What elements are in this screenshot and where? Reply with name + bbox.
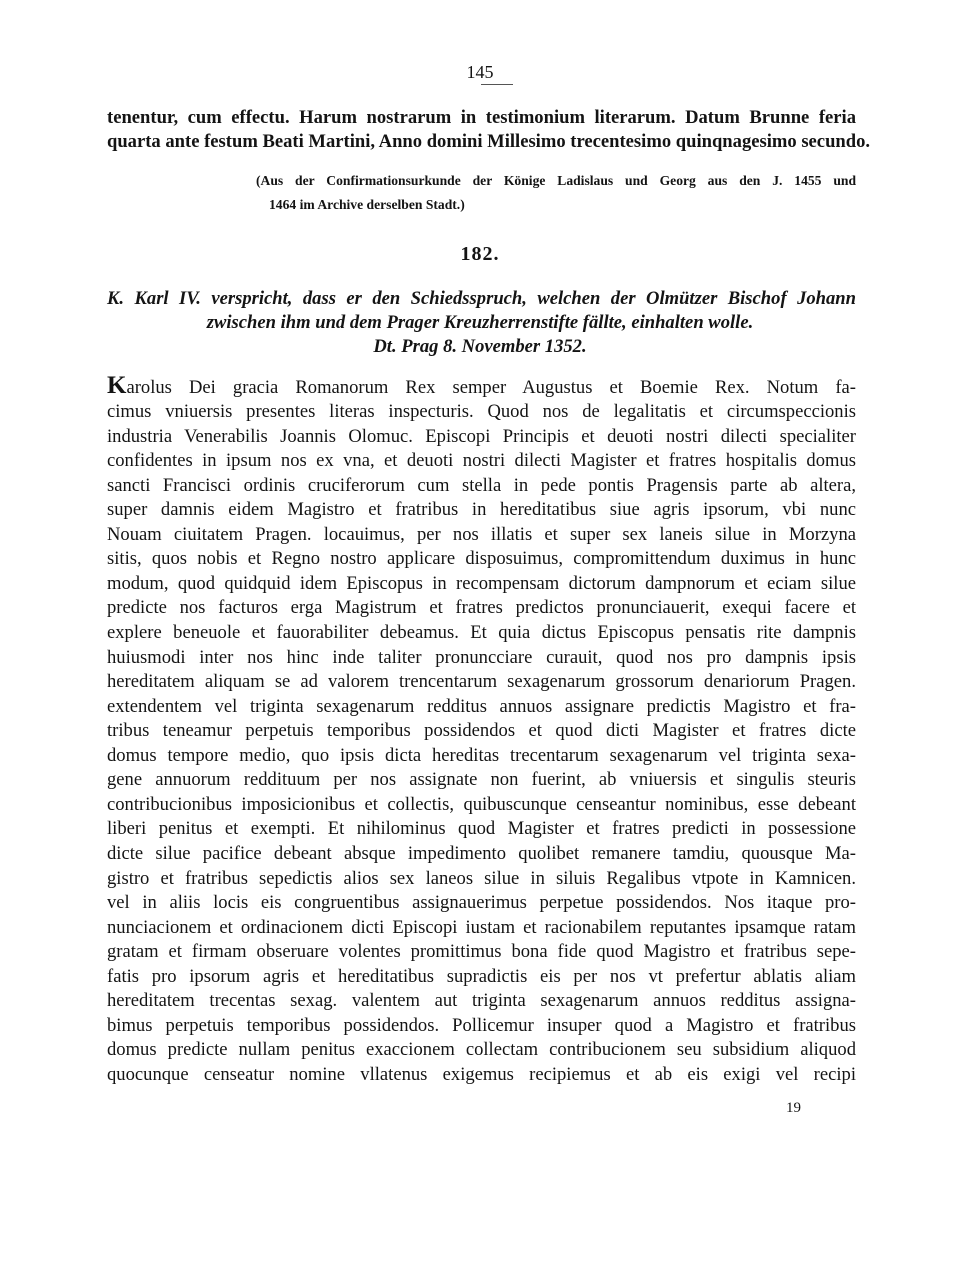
text-line: domus tempore medio, quo ipsis dicta hereditas trecentarum sexagenarum vel triginta sexa- <box>107 744 856 766</box>
text-line: gistro et fratribus sepedictis alios sex laneos silue in siluis Regalibus vtpote in Kamnicen. <box>107 867 856 889</box>
text-line: contribucionibus imposicionibus et collectis, quibuscunque censeantur nominibus, esse debeant <box>107 793 856 815</box>
text-line: fatis pro ipsorum agris et hereditatibus supradictis eis per nos vt prefertur ablatis aliam <box>107 965 856 987</box>
text-line: quocunque censeatur nomine vllatenus exigemus recipiemus et ab eis exigi vel recipi <box>107 1063 856 1085</box>
text-line: dicte silue pacifice debeant absque impedimento quolibet remanere tamdiu, quousque Ma- <box>107 842 856 864</box>
document-number: 182. <box>460 243 500 265</box>
initial-letter: K <box>107 372 127 399</box>
regest-line: zwischen ihm und dem Prager Kreuzherrenstifte fällte, einhalten wolle. <box>206 312 754 333</box>
text-first-line <box>107 372 856 400</box>
text-line: confidentes in ipsum nos ex vna, et deuoti nostri dilecti Magister et fratres hospitalis domus <box>107 450 856 472</box>
text-line: huiusmodi inter nos hinc inde taliter pronuncciare curauit, quod nos pro dampnis ipsis <box>107 646 856 668</box>
prev-doc-line: tenentur, cum effectu. Harum nostrarum in testimonium literarum. Datum Brunne feria <box>107 107 856 128</box>
text-line: industria Venerabilis Joannis Olomuc. Episcopi Principis et deuoti nostri dilecti specialiter <box>107 425 856 447</box>
text-line: vel in aliis locis eis congruentibus assignauerimus perpetue possidendos. Nos itaque pro- <box>107 892 856 913</box>
regest-date: Dt. Prag 8. November 1352. <box>373 336 587 357</box>
text-line: tribus teneamur perpetuis temporibus possidendos et quod dicti Magister et fratres dicte <box>107 720 856 742</box>
text-line: nunciacionem et ordinacionem dicti Episcopi iustam et racionabilem reputantes ipsamque ratam <box>107 916 856 938</box>
text-line: sancti Francisci ordinis cruciferorum cum stella in pede pontis Pragensis parte ab altera, <box>107 474 856 496</box>
source-note-line: (Aus der Confirmationsurkunde der Könige Ladislaus und Georg aus den J. 1455 und <box>256 173 856 188</box>
text-line: extendentem vel triginta sexagenarum redditus annuos assignare predictis Magistro et fra- <box>107 695 856 717</box>
text-line: liberi penitus et exempti. Et nihilominus quod Magister et fratres predicti in possessione <box>107 818 856 840</box>
text-line: explere beneuole et fauorabiliter debeamus. Et quia dictus Episcopus pensatis rite dampnis <box>107 622 856 643</box>
source-note-line: 1464 im Archive derselben Stadt.) <box>269 197 465 212</box>
text-line: gene annuorum reddituum per nos assignate non fuerint, ab vniuersis et singulis steuris <box>107 769 856 791</box>
text-line: modum, quod quidquid idem Episcopus in recompensam dictorum dampnorum et eciam silue <box>107 572 856 594</box>
regest-line: K. Karl IV. verspricht, dass er den Schiedsspruch, welchen der Olmützer Bischof Johann <box>107 288 856 309</box>
first-line-text: arolus Dei gracia Romanorum Rex semper Augustus et Boemie Rex. Notum fa- <box>126 377 856 398</box>
text-line: hereditatem aliquam se ad valorem trencentarum sexagenarum grossorum denariorum Pragen. <box>107 671 856 692</box>
text-line: super damnis eidem Magistro et fratribus in hereditatibus siue agris ipsorum, vbi nunc <box>107 499 856 521</box>
text-line: sitis, quos nobis et Regno nostro applicare disposuimus, compromittendum duximus in hunc <box>107 548 856 570</box>
page-number-rule <box>481 84 513 85</box>
prev-doc-line: quarta ante festum Beati Martini, Anno domini Millesimo trecentesimo quinqnagesimo secundo. <box>107 131 871 152</box>
signature-mark: 19 <box>786 1100 801 1116</box>
text-line: Nouam ciuitatem Pragen. locauimus, per nos illatis et super sex laneis silue in Morzyna <box>107 523 856 545</box>
text-line: hereditatem trecentas sexag. valentem aut triginta sexagenarum annuos redditus assigna- <box>107 990 856 1012</box>
text-line: predicte nos facturos erga Magistrum et fratres predictos pronunciauerit, exequi facere et <box>107 597 856 619</box>
text-line: cimus vniuersis presentes literas inspecturis. Quod nos de legalitatis et circumspeccionis <box>107 401 856 422</box>
text-line: gratam et firmam obseruare volentes promittimus bona fide quod Magistro et fratribus sepe- <box>107 941 856 963</box>
text-line: bimus perpetuis temporibus possidendos. Pollicemur insuper quod a Magistro et fratribus <box>107 1014 856 1036</box>
text-line: domus predicte nullam penitus exaccionem collectam contribucionem seu subsidium aliquod <box>107 1039 856 1061</box>
page-number: 145 <box>466 62 494 82</box>
